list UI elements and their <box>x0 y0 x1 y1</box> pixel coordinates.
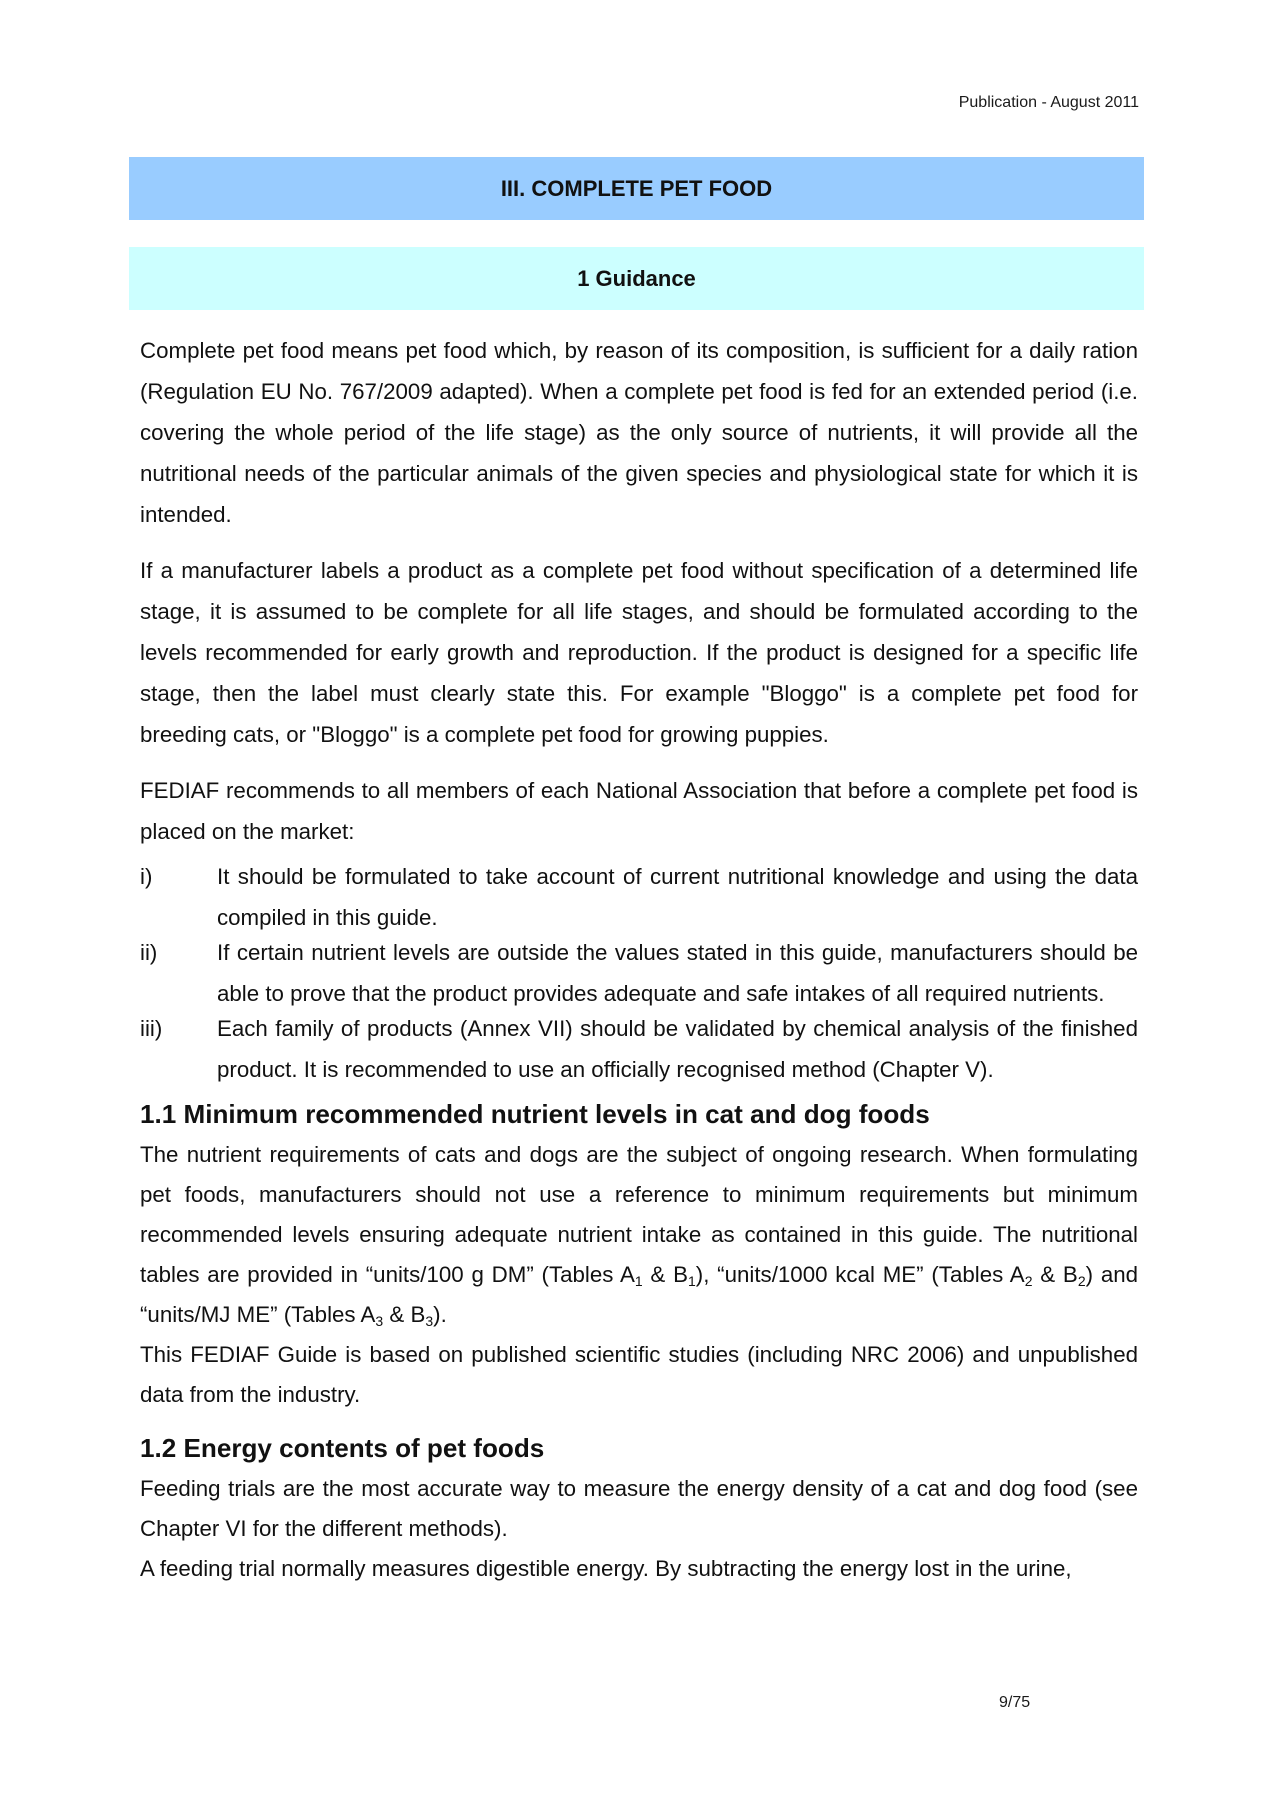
subscript: 1 <box>687 1273 696 1289</box>
subsection-heading-1-1: 1.1 Minimum recommended nutrient levels in cat and dog foods <box>140 1099 930 1129</box>
list-text: It should be formulated to take account of current nutritional knowledge and using the data compiled in this guide. <box>217 864 1138 930</box>
chapter-title-band <box>129 157 1144 220</box>
subscript: 3 <box>425 1313 434 1329</box>
list-item <box>140 856 1138 938</box>
list-item <box>140 932 1138 1014</box>
paragraph-nutrient-requirements <box>140 1135 1138 1335</box>
paragraph-fediaf-guide-basis: This FEDIAF Guide is based on published scientific studies (including NRC 2006) and unpublished data from the industry. <box>140 1342 1138 1407</box>
text-run: ), “units/1000 kcal ME” (Tables A <box>695 1262 1025 1287</box>
paragraph-life-stage: If a manufacturer labels a product as a complete pet food without specification of a determined life stage, it is assumed to be complete for all life stages, and should be formulated according to the levels recommended for early growth and reproduction. If the product is designed for a specific life stage, then the label must clearly state this. For example "Bloggo" is a complete pet food for breeding cats, or "Bloggo" is a complete pet food for growing puppies. <box>140 558 1138 747</box>
chapter-title: III. COMPLETE PET FOOD <box>500 175 773 201</box>
list-text: If certain nutrient levels are outside the values stated in this guide, manufacturers should be able to prove that the product provides adequate and safe intakes of all required nutrients. <box>217 940 1138 1006</box>
paragraph-digestible-energy: A feeding trial normally measures digestible energy. By subtracting the energy lost in the urine, <box>140 1556 1072 1581</box>
publication-date-header: Publication - August 2011 <box>958 94 1139 111</box>
paragraph-feeding-trials: Feeding trials are the most accurate way to measure the energy density of a cat and dog food (see Chapter VI for the different methods). <box>140 1476 1138 1541</box>
section-title: 1 Guidance <box>577 265 696 291</box>
subscript: 2 <box>1024 1273 1033 1289</box>
text-run: The nutrient requirements of cats and dogs are the subject of ongoing research. When formulating pet foods, manufacturers should not use a reference to minimum requirements but minimum recommended levels ensuring adequate nutrient intake as contained in this guide. The nutritional tables are provided in “units/100 g DM” (Tables A <box>140 1142 1138 1287</box>
paragraph-definition: Complete pet food means pet food which, by reason of its composition, is sufficient for a daily ration (Regulation EU No. 767/2009 adapted). When a complete pet food is fed for an extended period (i.e. covering the whole period of the life stage) as the only source of nutrients, it will provide all the nutritional needs of the particular animals of the given species and physiological state for which it is intended. <box>140 338 1138 527</box>
subscript: 3 <box>375 1313 384 1329</box>
text-run: & B <box>383 1302 426 1327</box>
list-text: Each family of products (Annex VII) should be validated by chemical analysis of the finished product. It is recommended to use an officially recognised method (Chapter V). <box>217 1016 1138 1082</box>
list-number: iii) <box>140 1016 163 1041</box>
paragraph-fediaf-recommends: FEDIAF recommends to all members of each National Association that before a complete pet food is placed on the market: <box>140 778 1138 844</box>
text-run: ) and “units/MJ ME” (Tables A <box>140 1262 1139 1327</box>
subscript: 2 <box>1077 1273 1086 1289</box>
subsection-heading-1-2: 1.2 Energy contents of pet foods <box>140 1433 545 1463</box>
list-number: ii) <box>140 940 158 965</box>
subscript: 1 <box>634 1273 643 1289</box>
recommendation-list <box>140 856 1138 1090</box>
document-body <box>140 330 1138 1589</box>
text-run: & B <box>1032 1262 1078 1287</box>
text-run: & B <box>642 1262 688 1287</box>
page-number: 9/75 <box>999 1694 1031 1711</box>
list-item <box>140 1008 1138 1090</box>
section-title-band <box>129 247 1144 310</box>
list-number: i) <box>140 864 153 889</box>
text-run: ). <box>433 1302 447 1327</box>
